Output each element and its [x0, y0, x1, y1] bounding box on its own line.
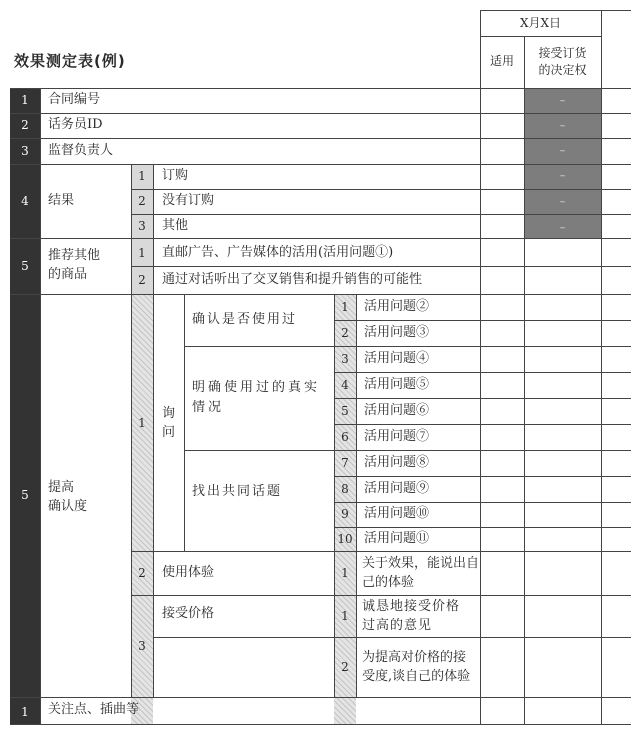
item-number: 6	[341, 430, 349, 444]
price-item1-line1: 诚恳地接受价格	[362, 599, 461, 614]
rule	[524, 36, 525, 724]
sub-number: 1	[138, 416, 146, 430]
ask-label-line2: 问	[162, 425, 176, 440]
item-number: 7	[341, 456, 349, 470]
rule	[10, 697, 631, 698]
item-label: 活用问题⑦	[364, 429, 430, 444]
item-label: 活用问题⑥	[364, 403, 430, 418]
rule	[131, 266, 631, 267]
locked-mark: –	[559, 221, 566, 234]
item-label: 活用问题⑪	[364, 531, 430, 546]
rule	[10, 138, 631, 139]
confirm-label-line2: 确认度	[48, 499, 88, 514]
operator-id-label: 话务员ID	[48, 117, 103, 132]
row-number: 5	[21, 259, 29, 273]
rule	[10, 164, 631, 165]
rule	[334, 372, 631, 373]
row-number: 1	[21, 705, 29, 719]
rule	[40, 88, 41, 724]
row-number: 3	[21, 144, 29, 158]
ask-label-line1: 询	[162, 406, 176, 421]
rule	[334, 476, 631, 477]
rule	[480, 10, 631, 11]
rule	[153, 637, 631, 638]
rule	[10, 113, 631, 114]
rule	[334, 398, 631, 399]
rule	[10, 294, 631, 295]
price-label: 接受价格	[162, 606, 215, 621]
rule	[131, 551, 631, 552]
rule	[153, 164, 154, 294]
notes-label: 关注点、插曲等	[48, 702, 140, 717]
item-number: 4	[341, 378, 349, 392]
item-number: 1	[341, 609, 349, 623]
experience-item-line2: 己的体验	[362, 575, 415, 590]
result-ordered: 订购	[162, 168, 189, 183]
item-number: 2	[341, 660, 349, 674]
supervisor-label: 监督负责人	[48, 143, 114, 158]
group-common-topic: 找出共同话题	[192, 484, 283, 499]
sub-number: 1	[138, 169, 146, 183]
page-title: 效果测定表(例)	[14, 52, 126, 70]
applicable-column-header: 适用	[489, 54, 514, 68]
number-column-bg	[10, 88, 40, 724]
rule	[334, 527, 631, 528]
result-not-ordered: 没有订购	[162, 193, 215, 208]
date-label: X月X日	[519, 16, 562, 30]
rule	[184, 450, 631, 451]
group-confirm-used: 确认是否使用过	[192, 312, 298, 327]
rule	[480, 10, 481, 724]
item-number: 1	[341, 300, 349, 314]
item-label: 活用问题⑨	[364, 481, 430, 496]
item-number: 3	[341, 352, 349, 366]
rule	[131, 214, 631, 215]
item-number: 9	[341, 507, 349, 521]
locked-mark: –	[559, 94, 566, 107]
rule	[334, 424, 631, 425]
row-number: 5	[21, 488, 29, 502]
locked-mark: –	[559, 169, 566, 182]
rule	[131, 294, 132, 697]
rule	[131, 189, 631, 190]
decision-column-header-line2: 的决定权	[538, 63, 587, 77]
locked-mark: –	[559, 119, 566, 132]
experience-label: 使用体验	[162, 565, 215, 580]
item-number: 2	[341, 326, 349, 340]
item-number: 5	[341, 404, 349, 418]
locked-mark: –	[559, 144, 566, 157]
rule	[184, 294, 185, 551]
row-number: 1	[21, 93, 29, 107]
item-number: 1	[341, 566, 349, 580]
row-number: 4	[21, 194, 29, 208]
rule	[10, 88, 631, 89]
confirm-label-line1: 提高	[48, 480, 75, 495]
rule	[334, 502, 631, 503]
item-label: 活用问题⑧	[364, 455, 430, 470]
sub-number: 3	[138, 219, 146, 233]
locked-mark: –	[559, 195, 566, 208]
item-label: 活用问题⑩	[364, 506, 430, 521]
group-clarify-usage-line1: 明确使用过的真实	[192, 380, 321, 395]
decision-locked-cells	[524, 88, 601, 238]
contract-number-label: 合同编号	[48, 92, 101, 107]
group-clarify-usage-line2: 情况	[192, 400, 225, 415]
recommend-item-crosssell: 通过对话听出了交叉销售和提升销售的可能性	[162, 272, 423, 287]
item-label: 活用问题④	[364, 351, 430, 366]
rule	[10, 724, 631, 725]
row-number: 2	[21, 118, 29, 132]
sub-number: 1	[138, 246, 146, 260]
sub-number: 3	[138, 639, 146, 653]
rule	[131, 595, 631, 596]
sub-number: 2	[138, 273, 146, 287]
date-header	[480, 10, 601, 36]
item-number: 10	[337, 532, 353, 546]
price-item1-line2: 过高的意见	[362, 618, 433, 633]
rule	[480, 36, 601, 37]
recommend-label-line1: 推荐其他	[48, 248, 101, 263]
sub-number: 2	[138, 194, 146, 208]
item-label: 活用问题③	[364, 325, 430, 340]
rule	[601, 10, 602, 724]
confirm-subnumber-bg	[131, 294, 153, 724]
rule	[184, 346, 631, 347]
item-label: 活用问题⑤	[364, 377, 430, 392]
decision-column-header-line1: 接受订货	[538, 46, 587, 60]
rule	[10, 238, 631, 239]
item-number: 8	[341, 482, 349, 496]
recommend-label-line2: 的商品	[48, 267, 88, 282]
recommend-item-dm: 直邮广告、广告媒体的活用(活用问题①)	[162, 245, 394, 260]
price-item2-line1: 为提高对价格的接	[362, 650, 467, 665]
item-label: 活用问题②	[364, 299, 430, 314]
sub-number: 2	[138, 566, 146, 580]
experience-item-line1: 关于效果，能说出自	[362, 556, 480, 571]
result-label: 结果	[48, 193, 75, 208]
result-other: 其他	[162, 218, 189, 233]
rule	[334, 320, 631, 321]
price-item2-line2: 受度,谈自己的体验	[362, 669, 471, 684]
